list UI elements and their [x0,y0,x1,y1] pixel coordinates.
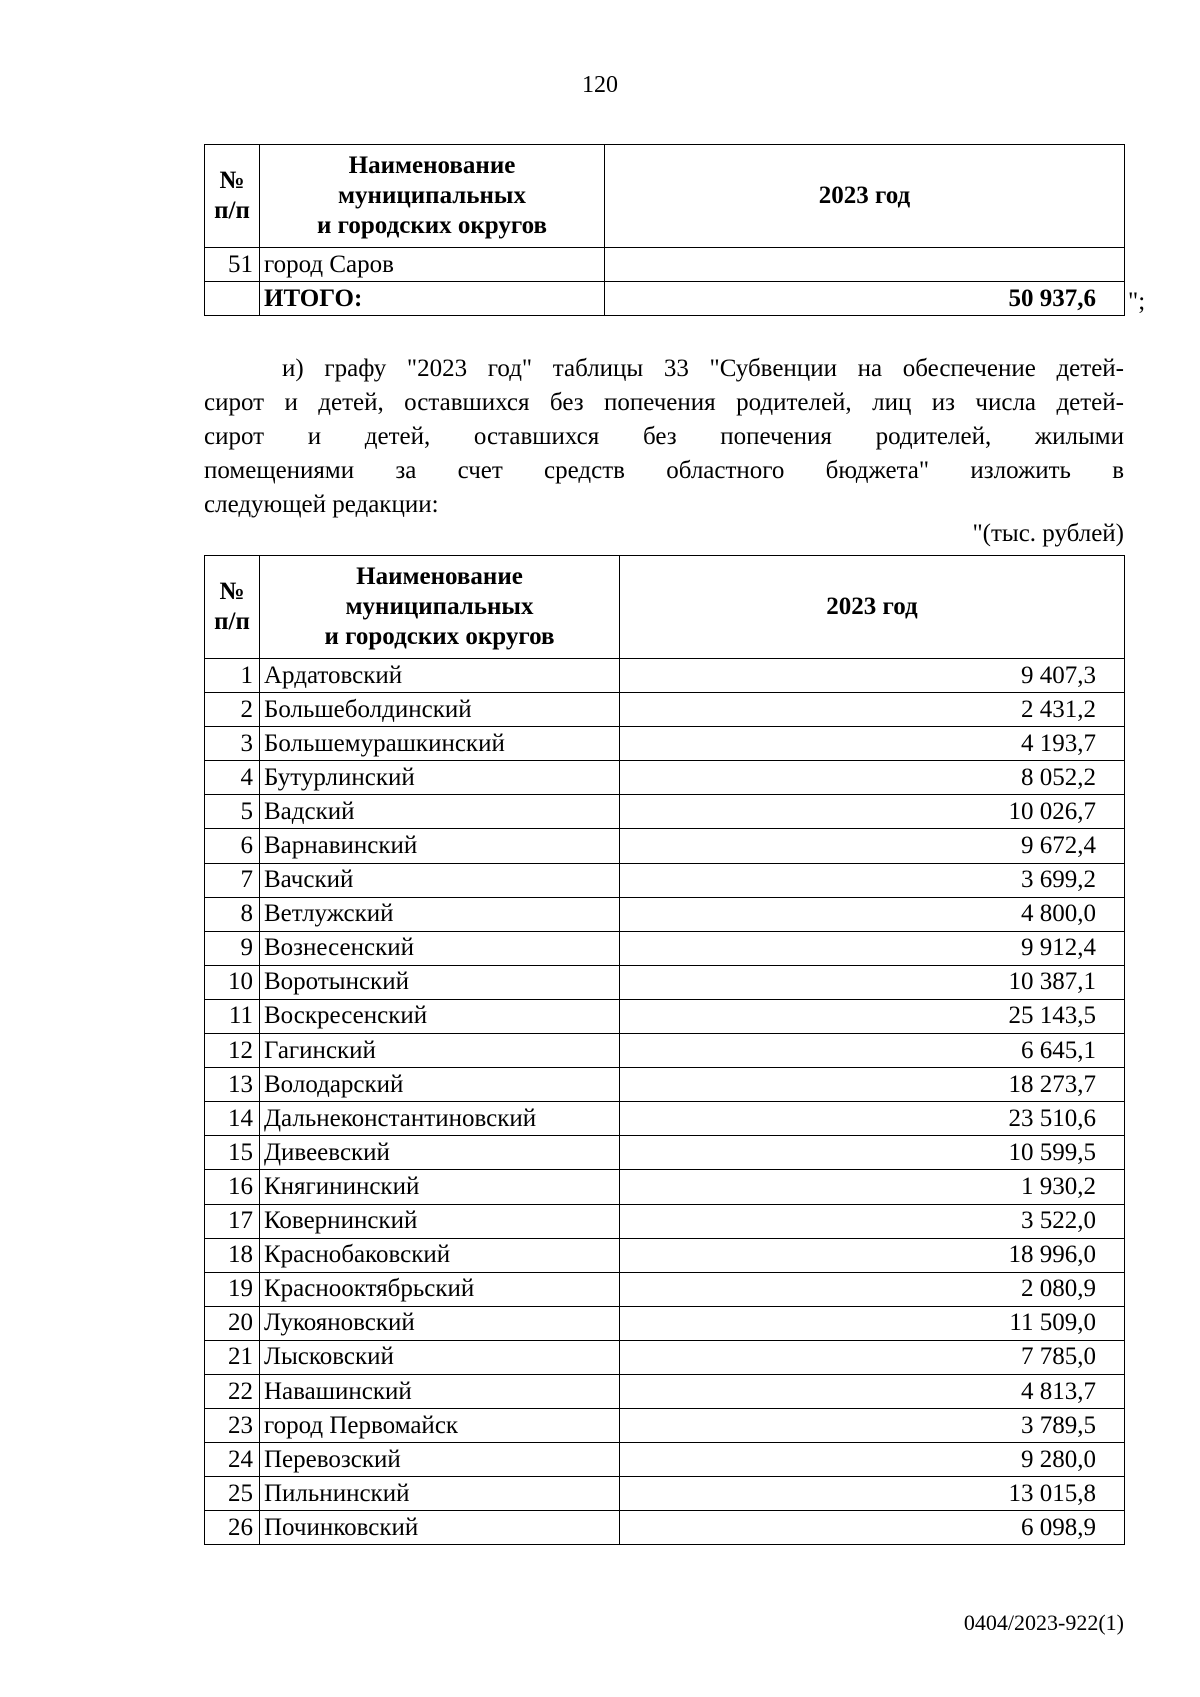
row-num: 10 [205,965,260,999]
row-num: 16 [205,1170,260,1204]
row-num: 11 [205,999,260,1033]
row-name: Навашинский [260,1374,620,1408]
row-num: 4 [205,761,260,795]
row-name: Краснобаковский [260,1238,620,1272]
table-row [205,1204,1125,1238]
row-num: 12 [205,1034,260,1068]
table-row [205,1238,1125,1272]
row-value: 8 052,2 [620,761,1125,795]
row-value: 2 080,9 [620,1272,1125,1306]
row-num: 23 [205,1409,260,1443]
table-continuation [204,144,1125,316]
header-num: № п/п [205,556,260,659]
row-value: 6 098,9 [620,1511,1125,1545]
row-num: 17 [205,1204,260,1238]
header-name: Наименование муниципальных и городских округов [260,145,605,248]
row-name: Гагинский [260,1034,620,1068]
row-num: 26 [205,1511,260,1545]
header-num: № п/п [205,145,260,248]
row-value: 9 280,0 [620,1443,1125,1477]
row-value: 4 813,7 [620,1374,1125,1408]
row-name: город Первомайск [260,1409,620,1443]
table-row [205,248,1125,282]
table-row [205,761,1125,795]
row-name: Варнавинский [260,829,620,863]
table-row [205,1306,1125,1340]
table-row [205,1374,1125,1408]
row-num: 3 [205,727,260,761]
row-num: 2 [205,693,260,727]
row-num: 25 [205,1477,260,1511]
table-row [205,727,1125,761]
page-number: 120 [582,72,618,98]
row-value: 18 273,7 [620,1068,1125,1102]
table-row [205,795,1125,829]
row-value: 11 509,0 [620,1306,1125,1340]
paragraph-line: сирот и детей, оставшихся без попечения родителей, жилыми [204,423,1124,450]
row-name: Ардатовский [260,659,620,693]
table-row [205,1511,1125,1545]
row-name: Краснооктябрьский [260,1272,620,1306]
header-name: Наименование муниципальных и городских округов [260,556,620,659]
row-num: 13 [205,1068,260,1102]
total-value: 50 937,6 [605,282,1125,316]
row-value: 3 522,0 [620,1204,1125,1238]
row-name: Вадский [260,795,620,829]
table-row [205,1170,1125,1204]
table-row [205,1136,1125,1170]
document-code: 0404/2023-922(1) [963,1610,1124,1635]
table-row [205,829,1125,863]
row-value: 9 407,3 [620,659,1125,693]
table-header-row [205,145,1125,248]
row-name: Воротынский [260,965,620,999]
row-name: Починковский [260,1511,620,1545]
row-value: 10 599,5 [620,1136,1125,1170]
table-row [205,1272,1125,1306]
row-value: 3 699,2 [620,863,1125,897]
table-row [205,1102,1125,1136]
row-value: 13 015,8 [620,1477,1125,1511]
total-label: ИТОГО: [260,282,605,316]
row-num: 15 [205,1136,260,1170]
table-row [205,659,1125,693]
row-num: 20 [205,1306,260,1340]
row-value: 4 800,0 [620,897,1125,931]
closing-quote: "; [1128,288,1146,315]
table-row [205,1409,1125,1443]
table-row [205,965,1125,999]
table-header-row [205,556,1125,659]
table-row [205,1443,1125,1477]
row-num: 7 [205,863,260,897]
units-label: "(тыс. рублей) [972,520,1124,547]
subsidy-table [204,555,1125,1545]
row-name: Княгининский [260,1170,620,1204]
row-name: Воскресенский [260,999,620,1033]
row-name: Большемурашкинский [260,727,620,761]
row-value: 3 789,5 [620,1409,1125,1443]
row-name: Дивеевский [260,1136,620,1170]
total-row [205,282,1125,316]
row-name: Володарский [260,1068,620,1102]
paragraph-line: следующей редакции: [204,491,439,518]
row-num: 19 [205,1272,260,1306]
row-value: 18 996,0 [620,1238,1125,1272]
row-name: Лукояновский [260,1306,620,1340]
row-value: 23 510,6 [620,1102,1125,1136]
table-row [205,1068,1125,1102]
row-num: 8 [205,897,260,931]
table-row [205,1034,1125,1068]
row-value: 6 645,1 [620,1034,1125,1068]
row-value: 1 930,2 [620,1170,1125,1204]
row-name: город Саров [260,248,605,282]
row-name: Бутурлинский [260,761,620,795]
row-name: Перевозский [260,1443,620,1477]
row-num: 6 [205,829,260,863]
row-name: Большеболдинский [260,693,620,727]
row-name: Пильнинский [260,1477,620,1511]
amendment-paragraph [204,352,1124,522]
paragraph-line: и) графу "2023 год" таблицы 33 "Субвенции на обеспечение детей- [282,355,1124,382]
row-num: 21 [205,1340,260,1374]
table-row [205,999,1125,1033]
table-row [205,863,1125,897]
row-value: 2 431,2 [620,693,1125,727]
table-row [205,1477,1125,1511]
row-value: 10 387,1 [620,965,1125,999]
row-value: 7 785,0 [620,1340,1125,1374]
row-name: Ковернинский [260,1204,620,1238]
table-row [205,897,1125,931]
row-name: Лысковский [260,1340,620,1374]
row-num: 14 [205,1102,260,1136]
header-year: 2023 год [620,556,1125,659]
paragraph-line: помещениями за счет средств областного бюджета" изложить в [204,457,1124,484]
row-name: Дальнеконстантиновский [260,1102,620,1136]
row-num: 9 [205,931,260,965]
row-num: 22 [205,1374,260,1408]
row-value: 10 026,7 [620,795,1125,829]
header-year: 2023 год [605,145,1125,248]
row-name: Вачский [260,863,620,897]
row-value [605,248,1125,282]
row-value: 25 143,5 [620,999,1125,1033]
table-row [205,1340,1125,1374]
total-num [205,282,260,316]
paragraph-line: сирот и детей, оставшихся без попечения родителей, лиц из числа детей- [204,389,1124,416]
table-row [205,693,1125,727]
table-row [205,931,1125,965]
row-num: 5 [205,795,260,829]
row-value: 9 672,4 [620,829,1125,863]
row-num: 18 [205,1238,260,1272]
row-name: Вознесенский [260,931,620,965]
row-value: 9 912,4 [620,931,1125,965]
row-num: 51 [205,248,260,282]
row-num: 1 [205,659,260,693]
row-num: 24 [205,1443,260,1477]
row-value: 4 193,7 [620,727,1125,761]
row-name: Ветлужский [260,897,620,931]
